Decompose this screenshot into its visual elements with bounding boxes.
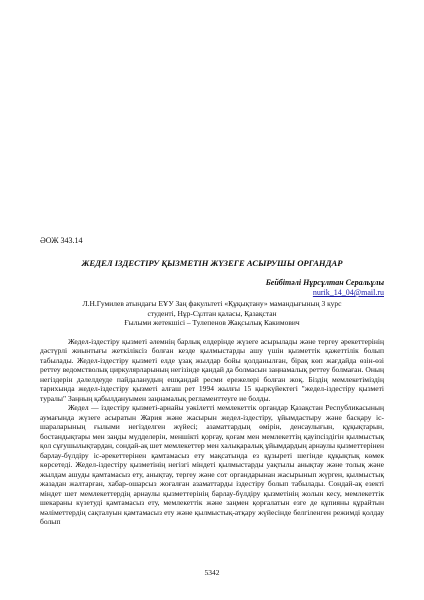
affiliation-line: студенті, Нұр-Сұлтан қаласы, Қазақстан <box>147 308 277 318</box>
author-affiliation <box>40 299 384 328</box>
page-number: 5342 <box>204 568 220 577</box>
body-paragraph: Жедел — іздестіру қызметі-арнайы уәкілетті мемлекеттік органдар Қазақстан Республикасының аумағында жүзеге асыратын Жария және жасырын жедел-іздестіру, ұйымдастыру және басқару іс-шараларының ғылыми негізделген жүйесі; азаматтардың өмірін, денсаулығын, құқықтарын, бостандықтары мен заңды мүдделерін, меншікті қорғау, қоғам мен мемлекеттің қауіпсіздігін қылмыстық қол сұғушылықтардан, сондай-ақ шет мемлекеттер мен халықаралық ұйымдардың арнаулы қызметтерінен барлау-бүлдіру іс-әрекеттерінен қамтамасыз ету мақсатында ез құзыреті шегінде құқықтық көмек көрсетеді. Жедел-іздестіру қызметінің негізгі міндеті қылмыстарды уақтылы анықтау және толық және жылдам ашуды қамтамасыз ету, анықтау, тергеу және сот органдарынан жасырынып жүрген, қылмыстық жазадан жалтарған, хабар-ошарсыз жоғалған азаматтарды іздестіру болып табылады. Сондай-ақ езекті міндет шет мемлекеттердің арнаулы қызметтерінің барлау-бүлдіру қызметінің жолын кесу, мемлекеттік шекараны күзетуді қамтамасыз ету, мемлекеттік және заңмен қорғалатын езге де құпияны құрайтын мәліметтердің сақталуын қамтамасыз ету және қылмыстық-атқару жүйесінде белгіленген режимді қолдау болып <box>40 403 384 527</box>
affiliation-line: Л.Н.Гумилев атындағы ЕҰУ Заң факультеті «Құқықтану» мамандығының 3 курс <box>82 299 342 308</box>
udc-code: ӘОЖ 343.14 <box>40 236 83 245</box>
article-title: ЖЕДЕЛ ІЗДЕСТІРУ ҚЫЗМЕТІН ЖҮЗЕГЕ АСЫРУШЫ ОРГАНДАР <box>81 258 343 268</box>
article-body <box>40 337 384 527</box>
author-name: Бейбітәлі Нұрсұлтан Серальұлы <box>265 278 384 287</box>
affiliation-line: Ғылыми жетекшісі – Тулепенов Жақсылық Какимович <box>124 318 300 328</box>
author-email-link[interactable]: nurik_14_04@mail.ru <box>312 288 384 297</box>
body-paragraph: Жедел-іздестіру қызметі әлемнің барлық елдерінде жүзеге асырылады және тергеу әрекеттерінің дәстүрлі жиынтығы жеткіліксіз болған кезде қылмыстарды ашу үшін қызметтік қажеттілік болып табылады. Жедел-іздестіру қызметі елде ұзақ жылдар бойы қолданылған, бірақ көп жағдайда өзін-өзі реттеу ведомстволық циркулярларының негізінде қандай да болмасын заңнамалық реттеу болмаған. Оның негіздерін дәлелдеуде пайдаланудың ешқандай ресми ережелері болған жоқ. Біздің мемлекетіміздің тарихында жедел-іздестіру қызметі алғаш рет 1994 жылғы 15 қыркүйектегі "жедел-іздестіру қызметі туралы" Заңның қабылдануымен заңнамалық регламенттеуге ие болды. <box>40 337 384 403</box>
